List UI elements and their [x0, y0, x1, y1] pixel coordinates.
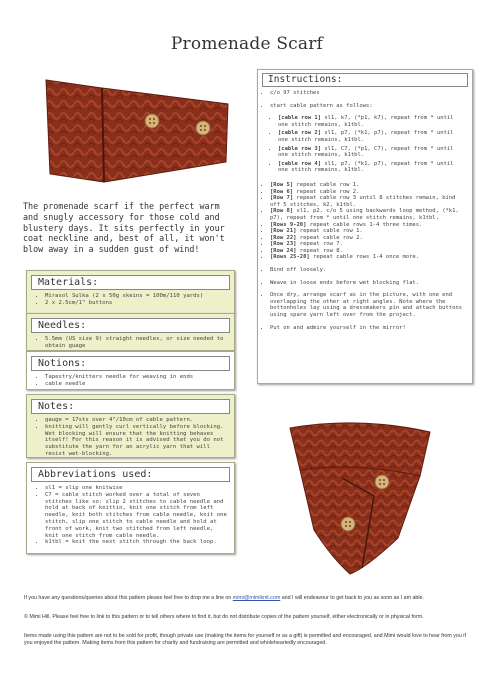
button-icon — [145, 114, 159, 128]
button-icon — [196, 121, 210, 135]
notes-box — [26, 394, 235, 458]
instructions-list — [258, 90, 472, 97]
list-item: • [Row 6] repeat cable row 2. — [270, 189, 466, 196]
materials-box — [26, 270, 235, 314]
list-item: • cable needle — [45, 381, 230, 388]
needles-box — [26, 313, 235, 351]
list-item: • 5.5mm (US size 9) straight needles, or size needed to obtain guage — [45, 336, 230, 350]
list-item: • [Row 5] repeat cable row 1. — [270, 182, 466, 189]
list-item: • [cable row 3] sl1, C7, (*p1, C7), repeat from * until one stitch remains, k1tbl. — [278, 146, 466, 159]
list-item: • [Row 22] repeat cable row 2. — [270, 235, 466, 242]
scarf-photo-flat — [32, 74, 242, 189]
list-item: • Put on and admire yourself in the mirror! — [270, 325, 466, 332]
list-item: • c/o 97 stitches — [270, 90, 466, 97]
list-item: • [Row 24] repeat row 8. — [270, 248, 466, 255]
list-item: • [cable row 1] sl1, k7, (*p1, k7), repeat from * until one stitch remains, k1tbl. — [278, 115, 466, 128]
materials-header: Materials: — [31, 275, 230, 290]
needles-header: Needles: — [31, 318, 230, 333]
button-icon — [341, 517, 355, 531]
list-item: • [Row 21] repeat cable row 1. — [270, 228, 466, 235]
finishing-list — [258, 280, 472, 287]
email-link[interactable]: mimi@mimiknit.com — [232, 595, 281, 601]
footer-copyright: © Mimi Hill. Please feel free to link to this pattern or to tell others where to find it, but do not distribute copies of the pattern yourself, either electronically or in physical form. — [24, 614, 424, 620]
list-item: • Bind off loosely. — [270, 267, 466, 274]
list-item: • C7 = cable stitch worked over a total of seven stitches like so: slip 2 stitches to cable needle and hold at back of knittin, knit one stitch from left needle, knit both stitches from cable needle, knit one stitch, slip one stitch to cable needle and hold at front of work, knit two stitched from left needle, knit one stitch from cable needle. — [45, 492, 230, 540]
list-item: • knitting will gently curl vertically before blocking. Wet blocking will ensure that the knitting behaves itself! For this reason it is advised that you do not substitute the yarn for an acrylic yarn that will resist wet-blocking. — [45, 424, 230, 458]
list-item: • [Rows 9-20] repeat cable rows 1-4 three times. — [270, 222, 466, 229]
rows-list — [258, 182, 472, 261]
list-item: • Once dry, arrange scarf as in the picture, with one end overlapping the other at right angles. Note where the bottonholes lay using a dressmakers pin and attach buttons using spare yarn left over from the project. — [270, 292, 466, 318]
list-item: • Mirasol Sulka (2 x 50g skeins = 100m/110 yards) — [45, 293, 230, 300]
instructions-header: Instructions: — [262, 73, 468, 87]
list-item: • [Rows 25-28] repeat cable rows 1-4 once more. — [270, 254, 466, 261]
scarf-photo-worn — [270, 418, 445, 578]
notes-header: Notes: — [31, 399, 230, 414]
abbreviations-box — [26, 462, 235, 554]
button-icon — [375, 475, 389, 489]
notes-list — [27, 417, 234, 458]
list-item: • 2 x 2.5cm/1" buttons — [45, 300, 230, 307]
list-item: • [Row 7] repeat cable row 3 until 8 stitches remain, bind off 5 stitches, k2, k1tbl. — [270, 195, 466, 208]
finishing-list — [258, 292, 472, 318]
list-item: • [cable row 2] sl1, p7, (*k1, p7), repeat from * until one stitch remains, k1tbl. — [278, 130, 466, 143]
abbreviations-header: Abbreviations used: — [31, 467, 230, 482]
page-title: Promenade Scarf — [170, 34, 324, 54]
footer-questions: If you have any questions/queries about this pattern please feel free to drop me a line on mimi@mimiknit.com and I will endeavour to get back to you as soon as I am able. — [24, 595, 424, 601]
finishing-list — [258, 325, 472, 332]
instructions-box — [257, 69, 473, 384]
cable-rows-list — [258, 115, 472, 174]
list-item: • Weave in loose ends before wet blocking flat. — [270, 280, 466, 287]
footer-usage: Items made using this pattern are not to be sold for profit, though private use (making the items for yourself or as a gift) is permitted and encouraged, and Mimi would love to hear from you if you enjoyed the pattern. Making items from this pattern for charity and fundraising are permitted and wholeheartedly encouraged. — [24, 633, 466, 646]
list-item: • sl1 = slip one knitwise — [45, 485, 230, 492]
materials-list — [27, 293, 234, 307]
notions-box — [26, 351, 235, 390]
list-item: • [cable row 4] sl1, p7, (*k1, p7), repeat from * until one stitch remains, k1tbl. — [278, 161, 466, 174]
instructions-list — [258, 103, 472, 110]
intro-text: The promenade scarf if the perfect warm and snugly accessory for those cold and blustery days. It sits perfectly in your coat neckline and, best of all, it won't blow away in a sudden gust of wind! — [23, 201, 225, 255]
finishing-list — [258, 267, 472, 274]
list-item: • start cable pattern as follows: — [270, 103, 466, 110]
list-item: • [Row 23] repeat row 7. — [270, 241, 466, 248]
list-item: • Tapestry/knitters needle for weaving in ends — [45, 374, 230, 381]
notions-header: Notions: — [31, 356, 230, 371]
list-item: • [Row 8] sl1, p2, c/o 5 using backwards loop method, (*k1, p7), repeat from * until one stitch remains, k1tbl. — [270, 208, 466, 221]
list-item: • k1tbl = knit the next stitch through the back loop. — [45, 539, 230, 546]
notions-list — [27, 374, 234, 388]
list-item: • gauge = 17sts over 4"/10cm of cable pattern. — [45, 417, 230, 424]
abbreviations-list — [27, 485, 234, 546]
needles-list — [27, 336, 234, 350]
